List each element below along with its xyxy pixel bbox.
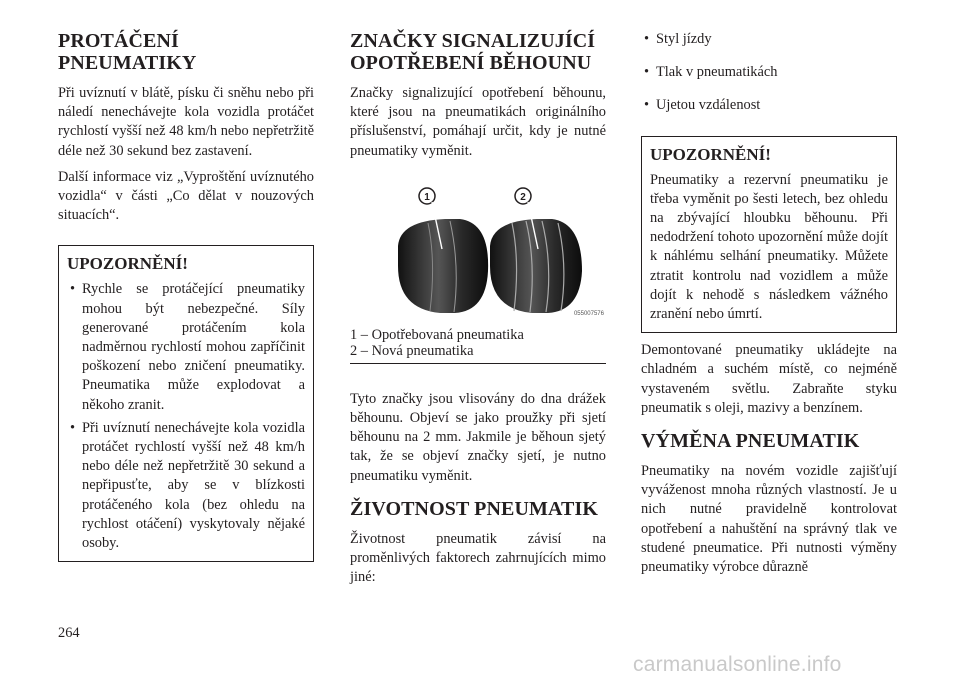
caption-line-1: 1 – Opotřebovaná pneumatika xyxy=(350,326,524,343)
column-1 xyxy=(58,30,314,562)
warning-list xyxy=(67,280,305,553)
worn-tire xyxy=(398,219,488,313)
paragraph: Značky signalizující opotřebení běhounu, které jsou na pneumatikách originálního příslušenství, pomáhají určit, kdy je nutné pneumatiky vyměnit. xyxy=(350,85,606,159)
title-line-2: OPOTŘEBENÍ BĚHOUNU xyxy=(350,52,592,74)
warning-box xyxy=(58,245,314,562)
list-item: • Ujetou vzdálenost xyxy=(641,96,897,115)
paragraph: Pneumatiky na novém vozidle zajišťují vyváženost mnoha různých vlastností. Je u nich nutné pravidelně kontrolovat opotřebení a nahuštění na správný tlak ve studené pneumatice. Při nutnosti výměny pneumatiky výrobce důrazně xyxy=(641,463,897,576)
section-title-tire-life: ŽIVOTNOST PNEUMATIK xyxy=(350,497,599,520)
list-item: • Tlak v pneumatikách xyxy=(641,63,897,82)
page-number: 264 xyxy=(58,625,80,641)
warning-item: • Rychle se protáčející pneumatiky mohou být nebezpečné. Síly generované protáčením kola nadměrnou rychlostí mohou zapříčinit poškození nebo zničení pneumatiky. Pneumatika může explodovat a někoho zranit. xyxy=(67,280,305,414)
caption-line-2: 2 – Nová pneumatika xyxy=(350,342,474,359)
paragraph: Při uvíznutí v blátě, písku či sněhu nebo při náledí nenechávejte kola vozidla protáčet rychlostí vyšší než 48 km/h nebo nepřetržitě déle než 30 sekund bez zastavení. xyxy=(58,85,314,159)
figure-caption xyxy=(350,327,606,364)
title-line-2: PNEUMATIKY xyxy=(58,52,197,74)
column-3 xyxy=(641,30,897,584)
warning-text: Pneumatiky a rezervní pneumatiku je třeba vyměnit po šesti letech, bez ohledu na zbývající hloubku běhounu. Při nedodržení tohoto upozornění může dojít k náhlému selhání pneumatiky. Můžete ztratit kontrolu nad vozidlem a může dojít k nehodě s následkem vážného zranění nebo úmrtí. xyxy=(650,171,888,323)
paragraph: Další informace viz „Vyproštění uvíznutého vozidla“ v části „Co dělat v nouzových situacích“. xyxy=(58,168,314,224)
callout-label-2: 2 xyxy=(520,191,526,203)
factor-list xyxy=(641,30,897,116)
tire-wear-figure xyxy=(350,171,606,321)
section-title-tire-replacement: VÝMĚNA PNEUMATIK xyxy=(641,430,860,453)
new-tire xyxy=(490,219,582,313)
warning-box xyxy=(641,136,897,334)
warning-heading: UPOZORNĚNÍ! xyxy=(67,254,188,274)
figure-code: 055007576 xyxy=(573,310,604,317)
paragraph: Životnost pneumatik závisí na proměnlivých faktorech zahrnujících mimo jiné: xyxy=(350,530,606,586)
title-line-1: PROTÁČENÍ xyxy=(58,30,179,52)
paragraph: Tyto značky jsou vlisovány do dna drážek běhounu. Objeví se jako proužky při sjetí běhounu na 2 mm. Jakmile je běhoun sjetý tak, že se objeví značky sjetí, je nutno pneumatiku vyměnit. xyxy=(350,390,606,484)
warning-item: • Při uvíznutí nenechávejte kola vozidla protáčet rychlostí vyšší než 48 km/h nebo déle než nepřetržitě 30 sekund a nepřipusťte, aby se v blízkosti protáčeného kola (bez ohledu na rychlost otáčení) vyskytovaly nějaké osoby. xyxy=(67,419,305,553)
list-item: • Styl jízdy xyxy=(641,30,897,49)
warning-heading: UPOZORNĚNÍ! xyxy=(650,144,771,164)
callout-label-1: 1 xyxy=(424,191,430,203)
tire-illustration xyxy=(350,171,606,321)
section-title-wear-indicators xyxy=(350,30,606,74)
section-title-spinning xyxy=(58,30,314,74)
watermark: carmanualsonline.info xyxy=(633,653,842,676)
paragraph: Demontované pneumatiky ukládejte na chladném a suchém místě, co nejméně vystaveném světlu. Zabraňte styku pneumatik s oleji, mazivy a benzínem. xyxy=(641,342,897,416)
title-line-1: ZNAČKY SIGNALIZUJÍCÍ xyxy=(350,30,596,52)
column-2 xyxy=(350,30,606,594)
